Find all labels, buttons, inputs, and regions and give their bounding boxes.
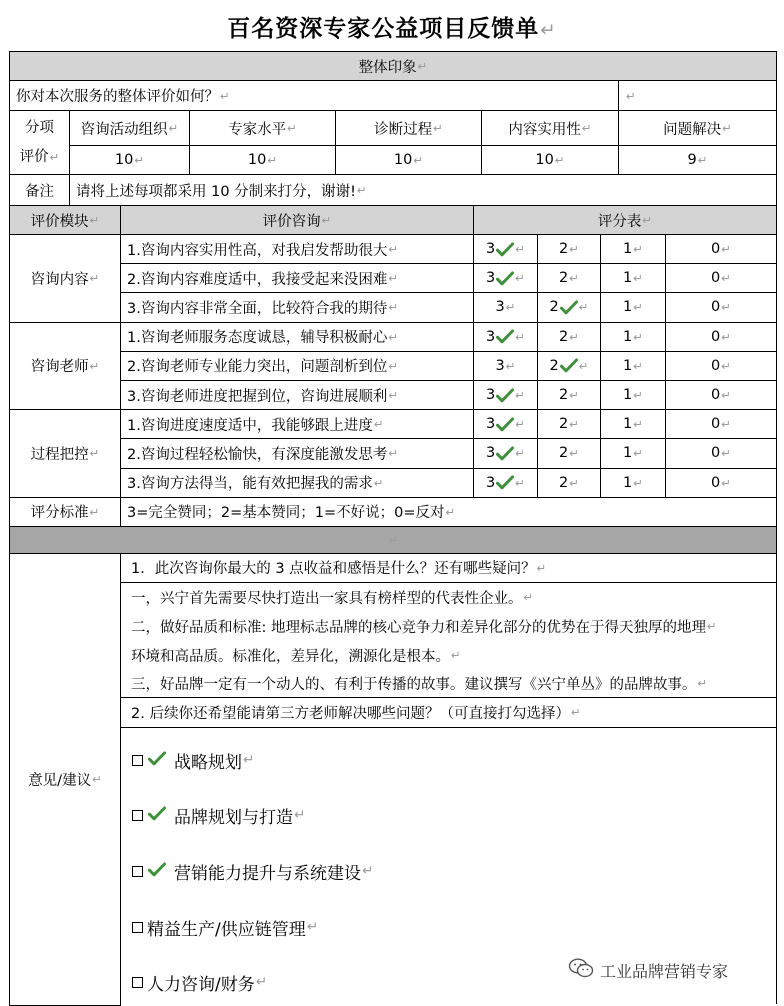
paragraph-mark: ↵ xyxy=(388,358,399,373)
score-cell-text: 3 xyxy=(486,445,496,462)
paragraph-mark: ↵ xyxy=(721,388,731,403)
score-cell-text: 1 xyxy=(623,445,633,462)
paragraph-mark: ↵ xyxy=(89,271,100,286)
score-cell-text: 0 xyxy=(711,328,721,345)
note-text-text: 请将上述每项都采用 10 分制来打分，谢谢! xyxy=(76,183,356,200)
score-cell-text: 2 xyxy=(559,241,569,258)
paragraph-mark: ↵ xyxy=(633,475,643,490)
paragraph-mark: ↵ xyxy=(569,271,579,286)
category-score-text: 10 xyxy=(114,152,134,168)
question-2 xyxy=(121,698,777,728)
check-mark-icon xyxy=(496,417,514,432)
evaluation-item-text: 1.咨询内容实用性高，对我启发帮助很大 xyxy=(127,242,388,259)
watermark-text: 工业品牌营销专家 xyxy=(600,961,729,981)
check-mark-icon xyxy=(148,862,170,880)
score-cell xyxy=(666,469,777,498)
answer-3 xyxy=(121,670,777,698)
paragraph-mark: ↵ xyxy=(89,446,100,461)
options-area-border xyxy=(776,728,777,1004)
paragraph-mark: ↵ xyxy=(451,648,461,663)
score-cell-text: 2 xyxy=(549,357,559,374)
score-cell xyxy=(666,410,777,439)
paragraph-mark: ↵ xyxy=(633,446,643,461)
score-cell xyxy=(538,235,601,264)
category-header xyxy=(336,111,482,146)
col-content-header-text: 评价咨询 xyxy=(262,213,321,230)
paragraph-mark: ↵ xyxy=(433,121,443,135)
evaluation-item xyxy=(121,469,474,498)
standard-label-text: 评分标准 xyxy=(30,505,89,522)
paragraph-mark: ↵ xyxy=(168,121,179,135)
note-label xyxy=(9,175,70,206)
separator-bar xyxy=(9,527,777,554)
score-cell-text: 3 xyxy=(486,387,496,404)
score-cell-text: 2 xyxy=(559,474,569,491)
note-label-text: 备注 xyxy=(25,183,54,200)
score-cell-text: 2 xyxy=(559,387,569,404)
category-score-text: 9 xyxy=(687,152,697,168)
evaluation-item-text: 2.咨询内容难度适中，我接受起来没困难 xyxy=(127,271,388,288)
paragraph-mark: ↵ xyxy=(569,417,579,432)
check-mark-icon xyxy=(496,388,514,403)
paragraph-mark: ↵ xyxy=(515,271,525,286)
evaluation-item xyxy=(121,323,474,352)
paragraph-mark: ↵ xyxy=(388,271,399,286)
page-title: 百名资深专家公益项目反馈单↵ xyxy=(227,16,557,42)
check-mark-icon xyxy=(496,242,514,257)
paragraph-mark: ↵ xyxy=(515,417,525,432)
paragraph-mark: ↵ xyxy=(536,560,547,575)
paragraph-mark: ↵ xyxy=(642,213,653,227)
score-cell xyxy=(538,439,601,468)
problem-option[interactable] xyxy=(132,803,305,827)
score-cell-text: 3 xyxy=(486,416,496,433)
score-cell xyxy=(538,323,601,352)
evaluation-item-text: 3.咨询方法得当，能有效把握我的需求 xyxy=(127,476,373,493)
score-cell xyxy=(666,235,777,264)
paragraph-mark: ↵ xyxy=(697,153,708,167)
suggestions-label xyxy=(9,554,121,1006)
score-cell-text: 1 xyxy=(623,270,633,287)
paragraph-mark: ↵ xyxy=(515,329,525,344)
paragraph-mark: ↵ xyxy=(373,475,384,490)
score-cell xyxy=(666,323,777,352)
score-cell-text: 0 xyxy=(711,357,721,374)
row-label-2: 评价 xyxy=(19,148,49,165)
paragraph-mark: ↵ xyxy=(626,88,636,103)
answer-1-text: 一，兴宁首先需要尽快打造出一家具有榜样型的代表性企业。 xyxy=(131,590,523,607)
overall-question-text: 你对本次服务的整体评价如何？ xyxy=(16,89,219,105)
evaluation-item-text: 1.咨询老师服务态度诚恳，辅导积极耐心 xyxy=(127,330,388,347)
score-cell-text: 3 xyxy=(495,299,505,316)
score-cell-text: 0 xyxy=(711,445,721,462)
answer-3-text: 三，好品牌一定有一个动人的、有利于传播的故事。建议撰写《兴宁单丛》的品牌故事。 xyxy=(131,676,697,693)
paragraph-mark: ↵ xyxy=(707,619,717,634)
overall-answer xyxy=(619,81,777,111)
paragraph-mark: ↵ xyxy=(388,446,399,461)
category-score xyxy=(70,146,190,175)
score-cell xyxy=(474,410,538,439)
score-cell-text: 1 xyxy=(623,387,633,404)
answer-2-line-2 xyxy=(121,641,777,670)
standard-label xyxy=(9,498,121,527)
paragraph-mark: ↵ xyxy=(697,676,708,691)
paragraph-mark: ↵ xyxy=(321,213,332,227)
question-2-text: 2. 后续你还希望能请第三方老师解决哪些问题？（可直接打勾选择） xyxy=(131,705,570,722)
problem-option[interactable] xyxy=(132,915,318,939)
score-cell xyxy=(666,381,777,410)
col-content-header xyxy=(121,206,474,235)
problem-option[interactable] xyxy=(132,970,267,994)
paragraph-mark: ↵ xyxy=(356,183,367,197)
paragraph-mark: ↵ xyxy=(515,242,525,257)
score-cell-text: 3 xyxy=(486,270,496,287)
score-cell xyxy=(538,469,601,498)
evaluation-item xyxy=(121,439,474,468)
paragraph-mark: ↵ xyxy=(721,417,731,432)
paragraph-mark: ↵ xyxy=(633,329,643,344)
paragraph-mark: ↵ xyxy=(92,772,102,787)
score-cell-text: 1 xyxy=(623,328,633,345)
paragraph-mark: ↵ xyxy=(505,358,516,373)
score-cell-text: 2 xyxy=(559,270,569,287)
score-cell xyxy=(601,381,666,410)
evaluation-item xyxy=(121,293,474,322)
paragraph-mark: ↵ xyxy=(49,149,60,164)
option-label: 营销能力提升与系统建设 xyxy=(174,863,361,884)
paragraph-mark: ↵ xyxy=(515,446,525,461)
module-name xyxy=(9,235,121,323)
score-cell-text: 0 xyxy=(711,270,721,287)
score-cell xyxy=(601,293,666,322)
category-header-text: 诊断过程 xyxy=(374,121,433,138)
paragraph-mark: ↵ xyxy=(267,153,278,167)
paragraph-mark: ↵ xyxy=(523,590,534,605)
paragraph-mark: ↵ xyxy=(388,532,399,547)
paragraph-mark: ↵ xyxy=(581,121,592,135)
check-mark-icon xyxy=(496,271,514,286)
paragraph-mark: ↵ xyxy=(633,417,643,432)
score-cell xyxy=(666,293,777,322)
paragraph-mark: ↵ xyxy=(388,242,399,257)
paragraph-mark: ↵ xyxy=(220,88,230,103)
score-cell xyxy=(474,469,538,498)
category-score xyxy=(190,146,336,175)
option-label: 人力咨询/财务 xyxy=(147,974,255,995)
category-score-text: 10 xyxy=(393,152,413,168)
paragraph-mark: ↵ xyxy=(721,358,731,373)
option-label: 品牌规划与打造 xyxy=(174,807,293,828)
answer-2-line-1 xyxy=(121,612,777,641)
score-cell xyxy=(474,352,538,381)
problem-option[interactable] xyxy=(132,859,373,883)
score-cell-text: 0 xyxy=(711,299,721,316)
check-mark-icon xyxy=(560,300,578,315)
score-cell xyxy=(538,381,601,410)
wechat-icon xyxy=(568,958,594,982)
paragraph-mark: ↵ xyxy=(134,153,145,167)
problem-option[interactable] xyxy=(132,748,254,772)
score-cell-text: 1 xyxy=(623,416,633,433)
paragraph-mark: ↵ xyxy=(721,475,731,490)
overall-header-text: 整体印象 xyxy=(358,59,417,76)
paragraph-mark: ↵ xyxy=(569,475,579,490)
score-cell xyxy=(601,352,666,381)
paragraph-mark: ↵ xyxy=(413,153,424,167)
score-cell-text: 3 xyxy=(486,241,496,258)
score-cell-text: 0 xyxy=(711,387,721,404)
category-score xyxy=(336,146,482,175)
score-cell-text: 1 xyxy=(623,357,633,374)
paragraph-mark: ↵ xyxy=(445,504,456,519)
question-1 xyxy=(121,554,777,583)
evaluation-item xyxy=(121,410,474,439)
paragraph-mark: ↵ xyxy=(633,358,643,373)
paragraph-mark: ↵ xyxy=(633,300,643,315)
score-cell xyxy=(666,264,777,293)
paragraph-mark: ↵ xyxy=(362,863,374,879)
paragraph-mark: ↵ xyxy=(721,446,731,461)
paragraph-mark: ↵ xyxy=(721,271,731,286)
checkbox[interactable] xyxy=(132,922,143,933)
paragraph-mark: ↵ xyxy=(721,242,731,257)
check-mark-icon xyxy=(148,806,170,824)
answer-2-line-2-text: 环境和高品质。标准化，差异化，溯源化是根本。 xyxy=(131,648,450,665)
check-mark-icon xyxy=(496,475,514,490)
overall-row-label xyxy=(9,111,70,175)
score-cell-text: 2 xyxy=(559,328,569,345)
score-cell-text: 1 xyxy=(623,299,633,316)
score-cell xyxy=(538,293,601,322)
paragraph-mark: ↵ xyxy=(89,504,100,519)
paragraph-mark: ↵ xyxy=(570,705,581,720)
score-cell-text: 0 xyxy=(711,474,721,491)
row-label-1: 分项 xyxy=(25,119,54,136)
check-mark-icon xyxy=(560,358,578,373)
score-cell xyxy=(538,352,601,381)
paragraph-mark: ↵ xyxy=(721,300,731,315)
col-score-header xyxy=(474,206,777,235)
paragraph-mark: ↵ xyxy=(554,153,565,167)
category-score xyxy=(619,146,777,175)
score-cell xyxy=(601,323,666,352)
score-cell-text: 1 xyxy=(623,474,633,491)
paragraph-mark: ↵ xyxy=(287,121,297,135)
paragraph-mark: ↵ xyxy=(569,446,579,461)
score-cell xyxy=(474,323,538,352)
checkbox[interactable] xyxy=(132,810,143,821)
evaluation-item xyxy=(121,381,474,410)
check-mark-icon xyxy=(496,329,514,344)
option-label: 战略规划 xyxy=(174,752,242,773)
check-mark-icon xyxy=(496,446,514,461)
score-cell xyxy=(666,352,777,381)
question-1-text: 1．此次咨询你最大的 3 点收益和感悟是什么？还有哪些疑问？ xyxy=(131,561,536,578)
paragraph-mark: ↵ xyxy=(569,388,579,403)
module-name xyxy=(9,323,121,411)
module-name-text: 过程把控 xyxy=(30,446,89,463)
module-name-text: 咨询老师 xyxy=(30,359,89,376)
score-cell-text: 3 xyxy=(495,357,505,374)
score-cell-text: 1 xyxy=(623,241,633,258)
paragraph-mark: ↵ xyxy=(515,388,525,403)
score-cell xyxy=(601,264,666,293)
standard-text-text: 3=完全赞同；2=基本赞同；1=不好说；0=反对 xyxy=(127,505,445,522)
paragraph-mark: ↵ xyxy=(578,358,589,373)
overall-header xyxy=(9,51,777,81)
score-cell xyxy=(474,439,538,468)
overall-question xyxy=(9,81,619,111)
suggestions-label-text: 意见/建议 xyxy=(28,772,92,789)
category-score-text: 10 xyxy=(247,152,267,168)
score-cell-text: 2 xyxy=(559,445,569,462)
score-cell-text: 0 xyxy=(711,241,721,258)
category-header-text: 专家水平 xyxy=(228,121,287,138)
paragraph-mark: ↵ xyxy=(540,20,557,41)
category-header-text: 问题解决 xyxy=(663,121,722,138)
evaluation-item-text: 1.咨询进度速度适中，我能够跟上进度 xyxy=(127,417,373,434)
paragraph-mark: ↵ xyxy=(89,358,100,373)
score-cell xyxy=(474,235,538,264)
category-header xyxy=(190,111,336,146)
paragraph-mark: ↵ xyxy=(388,388,399,403)
category-score xyxy=(482,146,619,175)
category-header xyxy=(482,111,619,146)
module-name xyxy=(9,410,121,498)
paragraph-mark: ↵ xyxy=(578,300,589,315)
paragraph-mark: ↵ xyxy=(633,271,643,286)
evaluation-item xyxy=(121,264,474,293)
score-cell xyxy=(601,469,666,498)
score-cell xyxy=(601,410,666,439)
option-label: 精益生产/供应链管理 xyxy=(147,919,306,940)
paragraph-mark: ↵ xyxy=(294,807,306,823)
score-cell xyxy=(601,439,666,468)
evaluation-item xyxy=(121,235,474,264)
score-cell xyxy=(538,410,601,439)
category-score-text: 10 xyxy=(535,152,554,168)
paragraph-mark: ↵ xyxy=(255,974,268,990)
evaluation-item xyxy=(121,352,474,381)
paragraph-mark: ↵ xyxy=(722,121,732,135)
score-cell xyxy=(601,235,666,264)
checkbox[interactable] xyxy=(132,977,143,988)
category-header-text: 内容实用性 xyxy=(508,121,581,138)
note-text xyxy=(70,175,777,206)
score-cell-text: 3 xyxy=(486,474,496,491)
score-cell xyxy=(538,264,601,293)
category-header xyxy=(619,111,777,146)
score-cell xyxy=(474,381,538,410)
paragraph-mark: ↵ xyxy=(388,329,399,344)
score-cell xyxy=(666,439,777,468)
evaluation-item-text: 3.咨询内容非常全面，比较符合我的期待 xyxy=(127,300,388,317)
paragraph-mark: ↵ xyxy=(388,300,399,315)
score-cell xyxy=(474,293,538,322)
score-cell-text: 3 xyxy=(486,328,496,345)
check-mark-icon xyxy=(148,751,170,769)
paragraph-mark: ↵ xyxy=(569,329,579,344)
score-cell-text: 2 xyxy=(559,416,569,433)
score-cell xyxy=(474,264,538,293)
paragraph-mark: ↵ xyxy=(373,417,384,432)
paragraph-mark: ↵ xyxy=(721,329,731,344)
score-cell-text: 2 xyxy=(549,299,559,316)
answer-1 xyxy=(121,583,777,612)
checkbox[interactable] xyxy=(132,755,143,766)
checkbox[interactable] xyxy=(132,866,143,877)
paragraph-mark: ↵ xyxy=(417,59,428,73)
evaluation-item-text: 3.咨询老师进度把握到位，咨询进展顺利 xyxy=(127,388,388,405)
paragraph-mark: ↵ xyxy=(633,388,643,403)
paragraph-mark: ↵ xyxy=(633,242,643,257)
col-score-header-text: 评分表 xyxy=(597,213,642,230)
paragraph-mark: ↵ xyxy=(569,242,579,257)
evaluation-item-text: 2.咨询过程轻松愉快，有深度能激发思考 xyxy=(127,446,388,463)
category-header xyxy=(70,111,190,146)
evaluation-item-text: 2.咨询老师专业能力突出，问题剖析到位 xyxy=(127,359,388,376)
paragraph-mark: ↵ xyxy=(243,752,255,768)
module-name-text: 咨询内容 xyxy=(30,271,89,288)
col-module-header xyxy=(9,206,121,235)
watermark xyxy=(568,958,728,982)
paragraph-mark: ↵ xyxy=(89,213,100,227)
answer-2-line-1-text: 二，做好品质和标准: 地理标志品牌的核心竞争力和差异化部分的优势在于得天独厚的地理 xyxy=(131,619,706,636)
col-module-header-text: 评价模块 xyxy=(30,213,89,230)
category-header-text: 咨询活动组织 xyxy=(80,121,168,138)
standard-text xyxy=(121,498,777,527)
paragraph-mark: ↵ xyxy=(505,300,516,315)
paragraph-mark: ↵ xyxy=(515,475,525,490)
score-cell-text: 0 xyxy=(711,416,721,433)
paragraph-mark: ↵ xyxy=(306,919,319,935)
